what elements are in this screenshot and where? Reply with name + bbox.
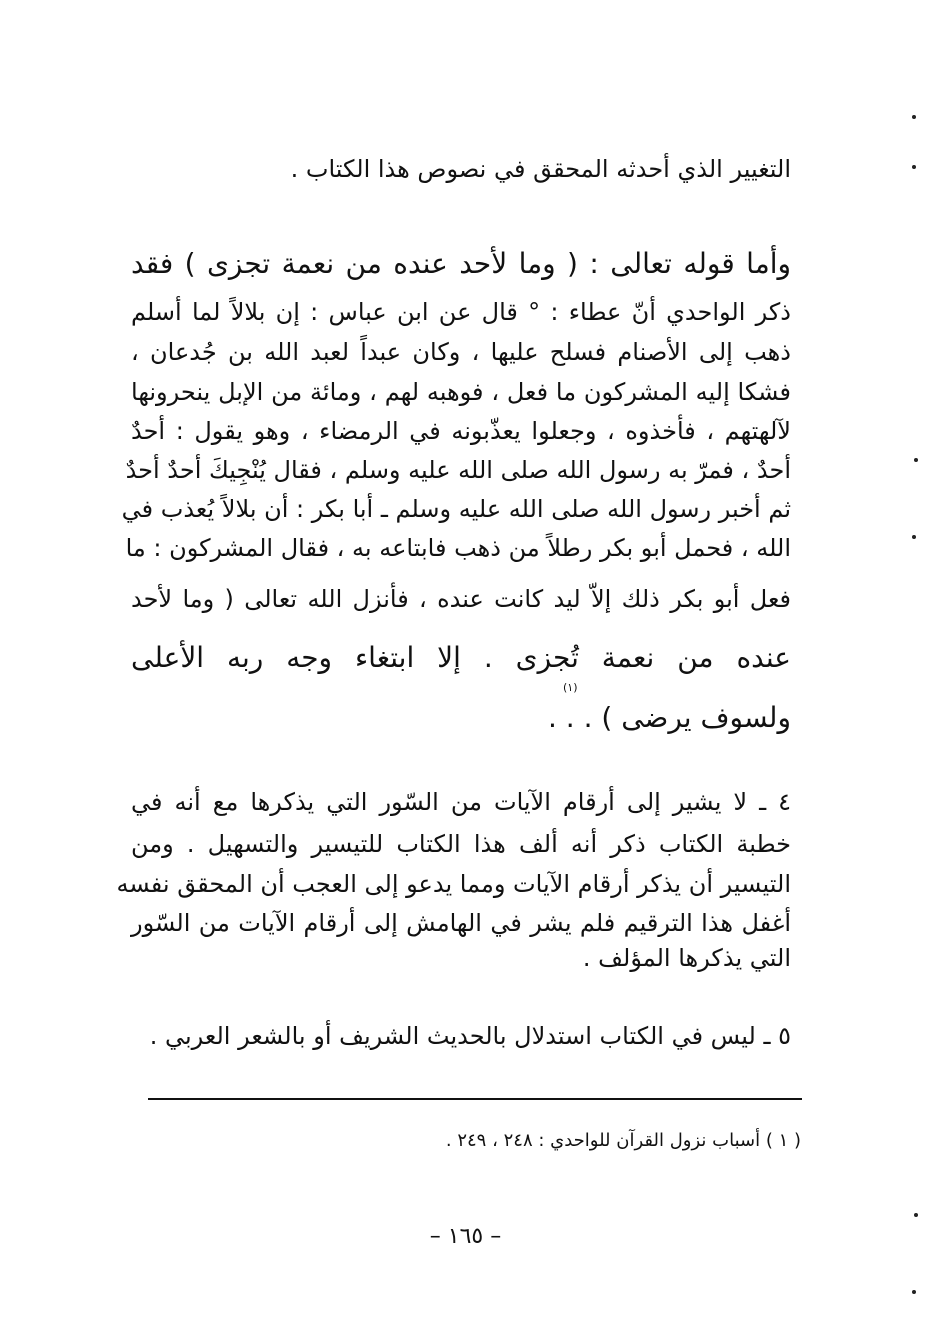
scan-speck [914,458,918,462]
footnote-marker: (١) [563,681,578,694]
scan-speck [912,1290,916,1294]
text-line-16: أغفل هذا الترقيم فلم يشر في الهامش إلى أرقام الآيات من السّور [131,909,791,937]
text-line-17: التي يذكرها المؤلف . [582,944,791,972]
footnote: ( ١ ) أسباب نزول القرآن للواحدي : ٢٤٨ ، ٢٤٩ . [445,1130,801,1151]
text-line-9: الله ، فحمل أبو بكر رطلاً من ذهب فابتاعه به ، فقال المشركون : ما [125,534,791,562]
text-line-3: ذكر الواحدي أنّ عطاء : ° قال عن ابن عباس : إن بلالاً لما أسلم [131,298,791,326]
text-line-18: ٥ ـ ليس في الكتاب استدلال بالحديث الشريف أو بالشعر العربي . [149,1022,791,1050]
text-line-8: ثم أخبر رسول الله صلى الله عليه وسلم ـ أبا بكر : أن بلالاً يُعذب في [121,495,791,523]
text-line-2: وأما قوله تعالى : ( وما لأحد عنده من نعمة تجزى ) فقد [131,247,791,280]
text-line-10: فعل أبو بكر ذلك إلاّ ليد كانت عنده ، فأنزل الله تعالى ( وما لأحد [131,585,791,613]
scan-speck [912,115,916,119]
scan-speck [912,165,916,169]
text-line-14: خطبة الكتاب ذكر أنه ألف هذا الكتاب للتيسير والتسهيل . ومن [131,830,791,858]
footnote-divider [148,1098,802,1100]
text-line-11: عنده من نعمة تُجزى . إلا ابتغاء وجه ربه الأعلى [131,641,791,674]
text-line-13: ٤ ـ لا يشير إلى أرقام الآيات من السّور التي يذكرها مع أنه في [131,788,791,816]
text-line-12: ولسوف يرضى ) . . . [547,701,791,734]
page-number: – ١٦٥ – [429,1224,502,1249]
text-line-6: لآلهتهم ، فأخذوه ، وجعلوا يعذّبونه في الرمضاء ، وهو يقول : أحدٌ [131,417,791,445]
text-line-5: فشكا إليه المشركون ما فعل ، فوهبه لهم ، ومائة من الإبل ينحرونها [131,378,791,406]
text-line-1: التغيير الذي أحدثه المحقق في نصوص هذا الكتاب . [290,155,791,183]
text-line-7: أحدٌ ، فمرّ به رسول الله صلى الله عليه وسلم ، فقال يُنْجِيكَ أحدٌ أحدٌ [125,456,791,484]
text-line-15: التيسير أن يذكر أرقام الآيات ومما يدعو إلى العجب أن المحقق نفسه [116,870,791,898]
scan-speck [912,535,916,539]
text-line-4: ذهب إلى الأصنام فسلح عليها ، وكان عبداً لعبد الله بن جُدعان ، [131,338,791,366]
scan-speck [914,1213,918,1217]
